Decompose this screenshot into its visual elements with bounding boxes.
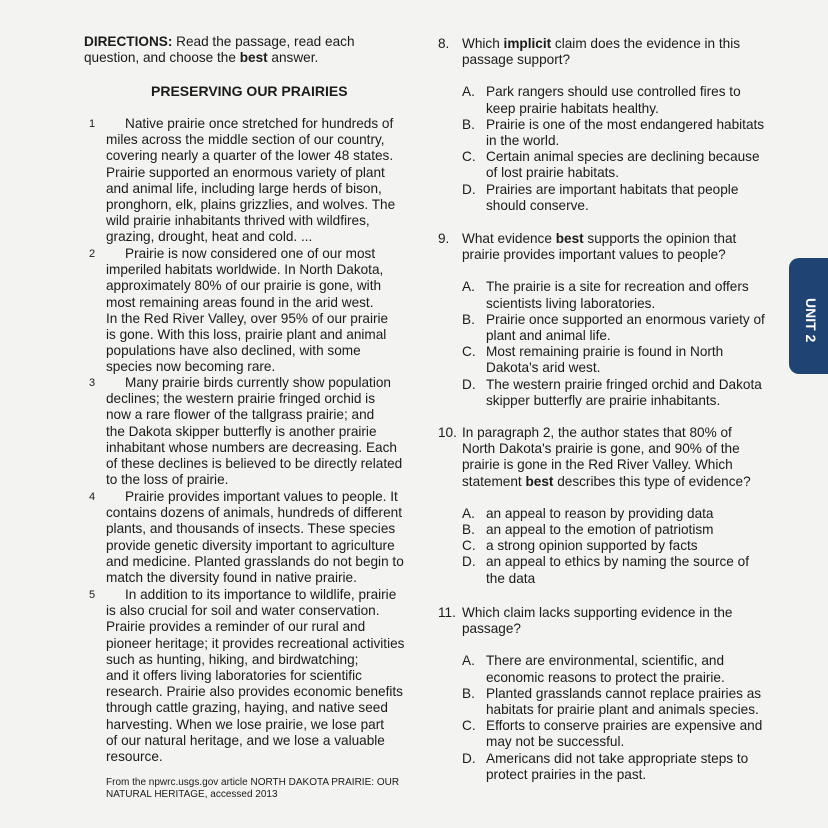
text-line — [462, 36, 778, 52]
question-number: 10. — [438, 425, 457, 440]
answer-option[interactable] — [462, 686, 778, 718]
option-letter: C. — [462, 149, 476, 165]
option-text: Prairies are important habitats that people — [486, 181, 739, 197]
option-text: Prairie once supported an enormous variety of — [486, 311, 765, 327]
text-line: such as hunting, hiking, and birdwatching; — [106, 651, 359, 667]
text-line: approximately 80% of our prairie is gone, with — [106, 278, 382, 294]
paragraph-number: 1 — [89, 118, 96, 130]
passage-source — [106, 777, 399, 801]
text-segment: claim does the evidence in this — [551, 36, 741, 51]
text-line: miles across the middle section of our country, — [106, 132, 385, 148]
text-line: the Dakota skipper butterfly is another prairie — [106, 423, 377, 439]
text-line — [462, 441, 778, 457]
text-line: harvesting. When we lose prairie, we lose part — [106, 716, 385, 732]
option-text: The prairie is a site for recreation and offers — [486, 279, 749, 295]
option-letter: B. — [462, 116, 475, 132]
paragraph-number: 2 — [89, 248, 96, 260]
text-segment: answer. — [267, 50, 319, 66]
text-line: Native prairie once stretched for hundreds of — [125, 116, 394, 131]
option-letter: A. — [462, 279, 475, 295]
directions-label: DIRECTIONS: — [84, 34, 173, 49]
paragraph-number: 3 — [89, 377, 96, 389]
passage-paragraph — [89, 375, 416, 488]
question-number: 9. — [438, 231, 450, 246]
option-text: Certain animal species are declining because — [486, 149, 760, 165]
paragraph-number: 5 — [89, 589, 96, 601]
text-line: covering nearly a quarter of the lower 48 states. — [106, 148, 394, 164]
text-line: of these declines is believed to be directly related — [106, 455, 403, 471]
option-text: in the world. — [486, 132, 560, 148]
bold-word: implicit — [503, 36, 552, 51]
text-segment: passage? — [462, 621, 521, 637]
option-text: Efforts to conserve prairies are expensive and — [486, 718, 763, 734]
answer-option[interactable] — [462, 538, 778, 554]
text-segment: Which claim lacks supporting evidence in the — [462, 605, 733, 620]
text-line: inhabitant whose numbers are decreasing. Each — [106, 439, 397, 455]
text-line: Prairie provides important values to people. It — [125, 489, 398, 504]
text-segment: Read the passage, read each — [176, 34, 355, 49]
option-text: habitats for prairie plant and animals species. — [486, 701, 759, 717]
answer-option[interactable] — [462, 84, 778, 116]
option-text: an appeal to the emotion of patriotism — [486, 521, 714, 537]
option-text: Prairie is one of the most endangered habitats — [486, 116, 765, 132]
option-letter: D. — [462, 181, 476, 197]
answer-options — [438, 84, 778, 214]
text-line: contains dozens of animals, hundreds of different — [106, 505, 402, 521]
text-segment: prairie provides important values to people? — [462, 247, 726, 263]
option-text: an appeal to reason by providing data — [486, 505, 714, 521]
answer-option[interactable] — [462, 312, 778, 344]
option-text: the data — [486, 570, 536, 586]
question — [438, 36, 778, 214]
answer-option[interactable] — [462, 554, 778, 586]
text-line — [462, 52, 778, 68]
question — [438, 425, 778, 587]
option-text: of lost prairie habitats. — [486, 165, 619, 181]
option-letter: C. — [462, 718, 476, 734]
answer-options — [438, 506, 778, 587]
text-line: match the diversity found in native prairie. — [106, 569, 357, 585]
option-text: Americans did not take appropriate steps to — [486, 750, 749, 766]
answer-option[interactable] — [462, 751, 778, 783]
text-line: and animal life, including large herds of bison, — [106, 180, 382, 196]
answer-option[interactable] — [462, 506, 778, 522]
text-line — [462, 605, 778, 621]
text-line: resource. — [106, 748, 163, 764]
text-line — [462, 425, 778, 441]
text-line: grazing, drought, heat and cold. ... — [106, 229, 313, 245]
option-text: skipper butterfly are prairie inhabitants. — [486, 392, 721, 408]
text-line: pronghorn, elk, plains grizzlies, and wolves. The — [106, 196, 396, 212]
text-line — [462, 231, 778, 247]
option-text: plant and animal life. — [486, 327, 611, 343]
text-line: provide genetic diversity important to agriculture — [106, 537, 395, 553]
option-letter: D. — [462, 554, 476, 570]
answer-option[interactable] — [462, 182, 778, 214]
question-stem — [438, 231, 778, 263]
text-line — [462, 474, 778, 490]
text-line: is also crucial for soil and water conservation. — [106, 603, 380, 619]
source-line: NATURAL HERITAGE, accessed 2013 — [106, 789, 278, 800]
text-segment: Which — [462, 36, 504, 51]
option-text: a strong opinion supported by facts — [486, 538, 698, 554]
text-line: imperiled habitats worldwide. In North Dakota, — [106, 262, 384, 278]
option-letter: C. — [462, 344, 476, 360]
option-letter: A. — [462, 84, 475, 100]
text-line — [462, 457, 778, 473]
directions — [84, 34, 355, 66]
text-segment: statement — [462, 473, 526, 489]
option-text: The western prairie fringed orchid and Dakota — [486, 376, 762, 392]
text-line: now a rare flower of the tallgrass prairie; and — [106, 407, 375, 423]
bold-word: best — [239, 50, 268, 66]
text-line — [84, 34, 355, 50]
option-text: Park rangers should use controlled fires to — [486, 84, 741, 100]
text-line — [84, 50, 355, 66]
option-letter: B. — [462, 521, 475, 537]
question-stem — [438, 36, 778, 68]
answer-options — [438, 653, 778, 783]
option-letter: A. — [462, 505, 475, 521]
unit-tab-label: UNIT 2 — [803, 298, 819, 343]
option-letter: B. — [462, 311, 475, 327]
text-line: pioneer heritage; it provides recreational activities — [106, 635, 405, 651]
question — [438, 231, 778, 409]
text-line: and it offers living laboratories for scientific — [106, 667, 362, 683]
option-text: There are environmental, scientific, and — [486, 653, 725, 669]
option-text: keep prairie habitats healthy. — [486, 100, 659, 116]
text-line: species now becoming rare. — [106, 359, 276, 375]
text-line: In addition to its importance to wildlife, prairie — [125, 587, 397, 602]
text-line: wild prairie inhabitants thrived with wildfires, — [106, 213, 370, 229]
text-line: Prairie provides a reminder of our rural and — [106, 619, 366, 635]
text-segment: North Dakota's prairie is gone, and 90% of the — [462, 441, 740, 457]
question-stem — [438, 425, 778, 490]
text-line: most remaining areas found in the arid west. — [106, 294, 374, 310]
passage-paragraph — [89, 116, 416, 246]
answer-option[interactable] — [462, 718, 778, 750]
answer-option[interactable] — [462, 344, 778, 376]
text-segment: describes this type of evidence? — [553, 473, 751, 489]
answer-option[interactable] — [462, 149, 778, 181]
question-number: 11. — [438, 605, 456, 620]
option-text: protect prairies in the past. — [486, 766, 647, 782]
passage-paragraph — [89, 489, 416, 586]
option-text: Planted grasslands cannot replace prairies as — [486, 685, 762, 701]
question-number: 8. — [438, 36, 450, 51]
text-line — [462, 247, 778, 263]
text-line: of our natural heritage, and we lose a valuable — [106, 732, 385, 748]
option-text: Most remaining prairie is found in North — [486, 344, 724, 360]
option-text: should conserve. — [486, 197, 589, 213]
option-text: may not be successful. — [486, 734, 625, 750]
passage-paragraph — [89, 587, 416, 765]
text-segment: prairie is gone in the Red River Valley. Which — [462, 457, 733, 473]
text-line: research. Prairie also provides economic benefits — [106, 684, 403, 700]
text-line: and medicine. Planted grasslands do not begin to — [106, 553, 404, 569]
text-line: is gone. With this loss, prairie plant and animal — [106, 326, 387, 342]
text-segment: passage support? — [462, 52, 571, 68]
question-stem — [438, 605, 778, 637]
option-letter: D. — [462, 376, 476, 392]
answer-option[interactable] — [462, 117, 778, 149]
answer-option[interactable] — [462, 522, 778, 538]
text-line: In the Red River Valley, over 95% of our prairie — [106, 310, 389, 326]
answer-option[interactable] — [462, 279, 778, 311]
question — [438, 605, 778, 783]
option-letter: A. — [462, 653, 475, 669]
bold-word: best — [555, 231, 584, 246]
option-letter: D. — [462, 750, 476, 766]
option-text: Dakota's arid west. — [486, 360, 601, 376]
text-line: to the loss of prairie. — [106, 472, 229, 488]
text-segment: question, and choose the — [84, 50, 240, 66]
text-line: populations have also declined, with some — [106, 343, 361, 359]
paragraph-number: 4 — [89, 491, 96, 503]
text-line: Prairie is now considered one of our most — [125, 246, 376, 261]
text-line: Many prairie birds currently show population — [125, 375, 391, 390]
text-segment: In paragraph 2, the author states that 80% of — [462, 425, 732, 440]
text-line: declines; the western prairie fringed orchid is — [106, 391, 375, 407]
option-letter: B. — [462, 685, 475, 701]
option-text: economic reasons to protect the prairie. — [486, 669, 725, 685]
answer-option[interactable] — [462, 377, 778, 409]
unit-tab — [789, 258, 828, 374]
text-line: plants, and thousands of insects. These species — [106, 521, 396, 537]
passage-title: PRESERVING OUR PRAIRIES — [151, 83, 348, 99]
option-letter: C. — [462, 538, 476, 554]
source-line: From the npwrc.usgs.gov article NORTH DAKOTA PRAIRIE: OUR — [106, 777, 400, 788]
option-text: scientists living laboratories. — [486, 295, 656, 311]
text-line: Prairie supported an enormous variety of plant — [106, 164, 385, 180]
text-segment: supports the opinion that — [583, 231, 737, 246]
text-line: through cattle grazing, haying, and native seed — [106, 700, 388, 716]
text-line — [462, 621, 778, 637]
passage-paragraph — [89, 246, 416, 376]
bold-word: best — [525, 473, 554, 489]
text-segment: What evidence — [462, 231, 556, 246]
option-text: an appeal to ethics by naming the source of — [486, 554, 749, 570]
answer-options — [438, 279, 778, 409]
answer-option[interactable] — [462, 653, 778, 685]
